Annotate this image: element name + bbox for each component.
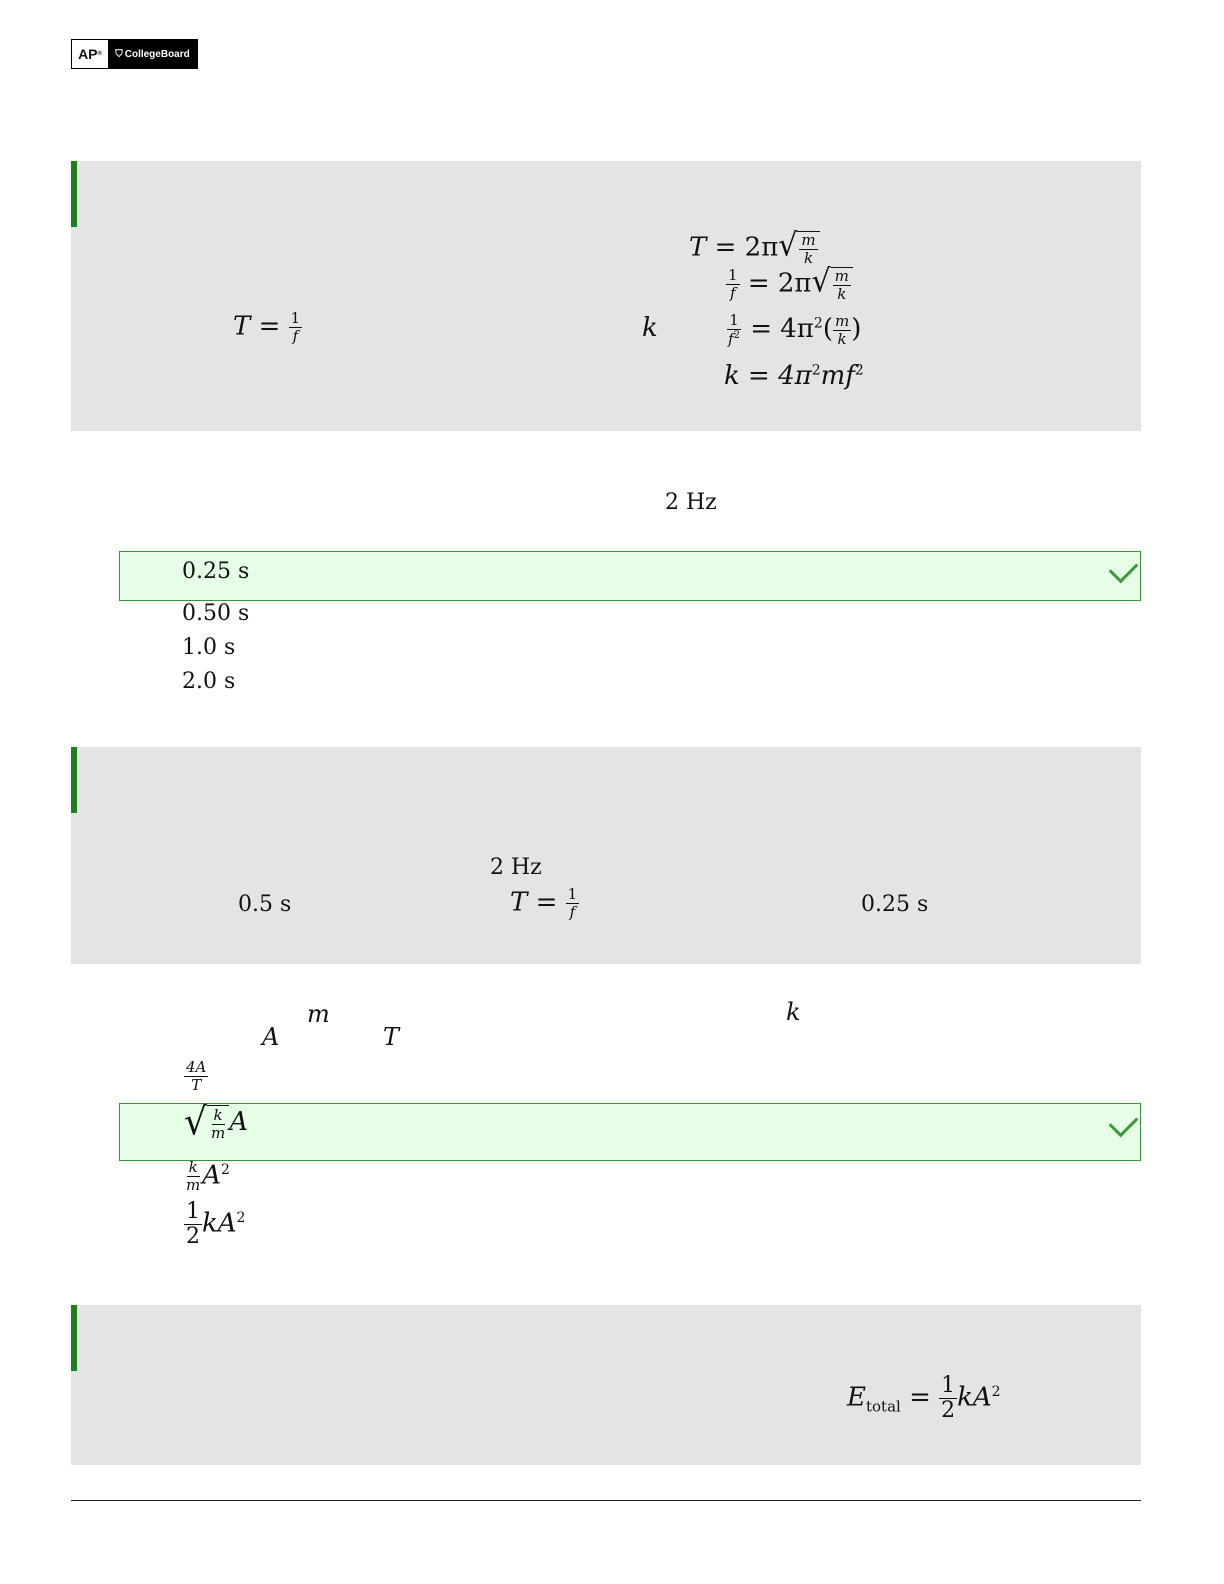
derivation-line-2: $\frac{1}{f}$ = 2π √ $\frac{m}{k}$ <box>726 267 853 302</box>
answer-option-correct[interactable] <box>119 1100 1141 1161</box>
answer-option-2[interactable]: 0.50 s <box>182 601 250 626</box>
explanation-panel-2 <box>71 747 1141 964</box>
spring-constant-symbol: k <box>642 313 658 343</box>
answer-option-4[interactable]: $\frac{1}{2}$ $kA^2$ <box>186 1199 246 1249</box>
answer-option-correct[interactable] <box>119 551 1141 601</box>
checkmark-icon <box>1109 554 1139 584</box>
derivation-line-1: T = 2π √ $\frac{m}{k}$ <box>689 231 820 266</box>
frequency-value: 2 Hz <box>490 855 542 880</box>
explanation-panel-1 <box>71 161 1141 431</box>
period-symbol: T <box>383 1023 400 1051</box>
acorn-icon: ⛉ <box>115 48 123 60</box>
period-formula-2: T = $\frac{1}{f}$ <box>510 885 578 921</box>
checkmark-icon <box>1109 1108 1139 1138</box>
explanation-panel-3 <box>71 1305 1141 1465</box>
period-formula: T = $\frac{1}{f}$ <box>233 309 301 345</box>
mass-symbol: m <box>307 1000 330 1028</box>
derivation-line-3: $\frac{1}{f^2}$ = $4\pi^2$( $\frac{m}{k}$ ) <box>728 311 862 348</box>
answer-option-1[interactable]: 0.25 s <box>182 559 250 584</box>
answer-option-3[interactable]: 1.0 s <box>182 635 236 660</box>
answer-option-3[interactable]: $\frac{k}{m}$ $A^2$ <box>186 1158 230 1194</box>
amplitude-symbol: A <box>262 1023 280 1051</box>
derivation-line-4: $k = 4\pi^2mf^2$ <box>724 361 864 391</box>
panel-accent-bar <box>71 747 77 813</box>
panel-accent-bar <box>71 1305 77 1371</box>
total-energy-formula: $E_{total}$ = $\frac{1}{2}$ $kA^2$ <box>847 1373 1001 1423</box>
period-answer: 0.25 s <box>861 892 929 917</box>
given-frequency: 2 Hz <box>665 490 717 515</box>
footer-divider <box>71 1500 1141 1501</box>
panel-accent-bar <box>71 161 77 227</box>
answer-option-2[interactable]: √ $\frac{k}{m}$ A <box>184 1100 248 1144</box>
answer-option-4[interactable]: 2.0 s <box>182 669 236 694</box>
ap-collegeboard-logo: AP ® ⛉ CollegeBoard <box>71 39 198 69</box>
answer-option-1[interactable]: $\frac{4A}{T}$ <box>186 1058 207 1094</box>
k-symbol: k <box>786 998 801 1026</box>
period-value-incorrect: 0.5 s <box>238 892 292 917</box>
